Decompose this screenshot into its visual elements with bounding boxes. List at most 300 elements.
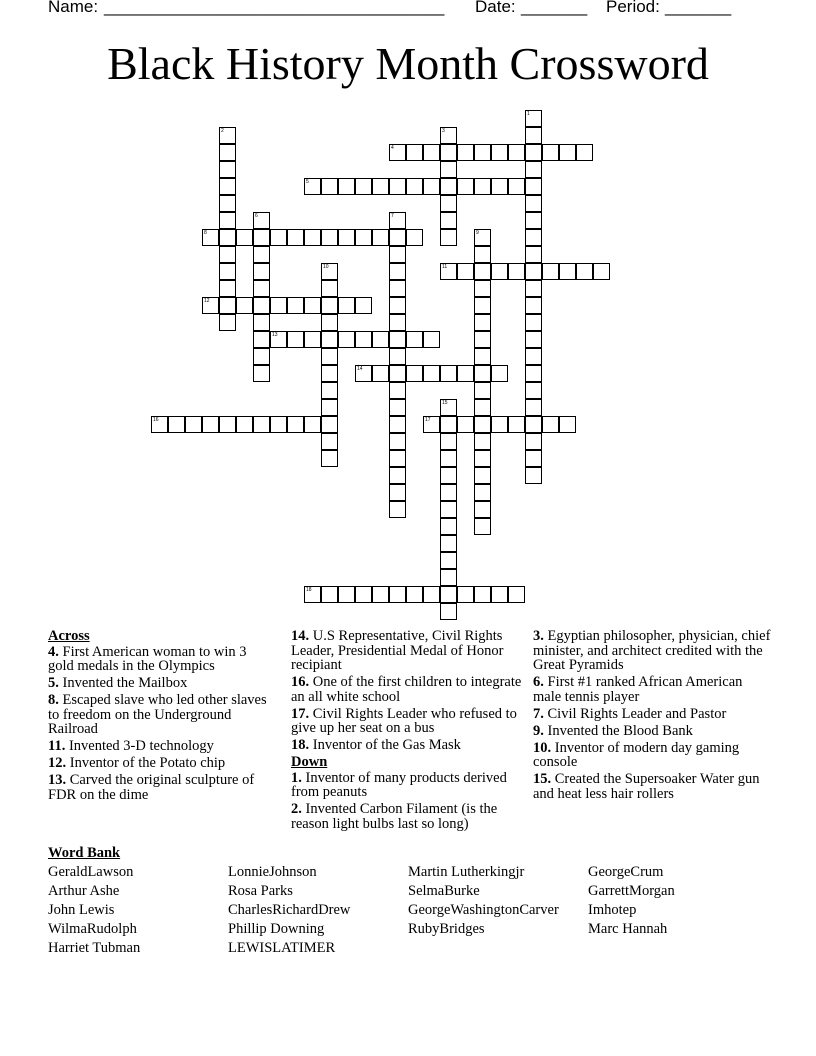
clue-number-label: 15 [442, 400, 448, 406]
crossword-cell[interactable] [321, 280, 338, 297]
word-bank-item: WilmaRudolph [48, 921, 137, 937]
word-bank-item: Harriet Tubman [48, 940, 141, 956]
crossword-cell[interactable] [525, 229, 542, 246]
clue-text: Civil Rights Leader and Pastor [547, 705, 727, 722]
crossword-cell[interactable] [321, 229, 338, 246]
crossword-cell[interactable] [440, 416, 457, 433]
crossword-cell[interactable] [440, 518, 457, 535]
crossword-cell[interactable] [321, 399, 338, 416]
clue-number-label: 2 [221, 128, 224, 134]
crossword-cell[interactable] [474, 280, 491, 297]
clue-number-label: 1 [527, 111, 530, 117]
crossword-cell[interactable] [202, 416, 219, 433]
crossword-cell[interactable] [355, 586, 372, 603]
clue-number: 5. [48, 675, 59, 691]
crossword-cell[interactable] [253, 212, 270, 229]
word-bank-item: LEWISLATIMER [228, 940, 336, 956]
clue-number-label: 18 [306, 587, 312, 593]
word-bank-item: LonnieJohnson [228, 864, 317, 880]
crossword-cell[interactable] [474, 467, 491, 484]
crossword-cell[interactable] [219, 314, 236, 331]
clue-number-label: 3 [442, 128, 445, 134]
crossword-cell[interactable] [474, 518, 491, 535]
clue-number-label: 4 [391, 145, 394, 151]
crossword-cell[interactable] [270, 416, 287, 433]
clue-number-label: 6 [255, 213, 258, 219]
crossword-cell[interactable] [372, 229, 389, 246]
clue-text: Carved the original sculpture of FDR on the dime [48, 772, 255, 803]
crossword-cell[interactable] [389, 433, 406, 450]
crossword-cell[interactable] [525, 212, 542, 229]
clue-text: Invented the Blood Bank [547, 722, 693, 739]
crossword-cell[interactable] [355, 178, 372, 195]
crossword-cell[interactable] [389, 297, 406, 314]
crossword-cell[interactable] [440, 365, 457, 382]
crossword-cell[interactable] [185, 416, 202, 433]
word-bank-heading: Word Bank [48, 845, 121, 861]
crossword-cell[interactable] [474, 178, 491, 195]
crossword-cell[interactable] [253, 263, 270, 280]
crossword-cell[interactable] [321, 365, 338, 382]
clue-across-8 [48, 693, 273, 737]
crossword-cell[interactable] [389, 144, 406, 161]
crossword-cell[interactable] [355, 297, 372, 314]
crossword-cell[interactable] [440, 144, 457, 161]
clue-number: 14. [291, 628, 310, 644]
across-heading: Across [48, 628, 90, 644]
clue-down-7 [533, 707, 773, 722]
crossword-cell[interactable] [304, 178, 321, 195]
crossword-cell[interactable] [321, 450, 338, 467]
crossword-cell[interactable] [440, 484, 457, 501]
crossword-cell[interactable] [525, 348, 542, 365]
crossword-cell[interactable] [525, 161, 542, 178]
crossword-cell[interactable] [270, 297, 287, 314]
period-blank[interactable]: _______ [665, 0, 732, 16]
crossword-cell[interactable] [474, 484, 491, 501]
crossword-cell[interactable] [508, 144, 525, 161]
clue-text: First American woman to win 3 gold medals in the Olympics [48, 643, 247, 674]
crossword-cell[interactable] [389, 314, 406, 331]
crossword-cell[interactable] [457, 586, 474, 603]
crossword-cell[interactable] [253, 297, 270, 314]
crossword-cell[interactable] [389, 365, 406, 382]
crossword-cell[interactable] [525, 297, 542, 314]
word-bank-item: Marc Hannah [588, 921, 668, 937]
clue-number: 6. [533, 674, 544, 690]
crossword-cell[interactable] [542, 416, 559, 433]
crossword-cell[interactable] [219, 416, 236, 433]
crossword-cell[interactable] [338, 229, 355, 246]
clues-column-3 [533, 629, 773, 804]
crossword-cell[interactable] [440, 433, 457, 450]
crossword-cell[interactable] [576, 144, 593, 161]
crossword-cell[interactable] [304, 416, 321, 433]
crossword-cell[interactable] [321, 348, 338, 365]
crossword-cell[interactable] [423, 586, 440, 603]
clue-across-14 [291, 629, 523, 673]
clue-number: 9. [533, 722, 544, 739]
clue-text: Escaped slave who led other slaves to freedom on the Underground Railroad [48, 692, 267, 737]
crossword-cell[interactable] [406, 365, 423, 382]
crossword-cell[interactable] [440, 399, 457, 416]
word-bank-item: Imhotep [588, 902, 637, 918]
clue-number-label: 17 [425, 417, 431, 423]
crossword-cell[interactable] [474, 416, 491, 433]
crossword-cell[interactable] [525, 416, 542, 433]
crossword-cell[interactable] [423, 144, 440, 161]
crossword-cell[interactable] [253, 416, 270, 433]
crossword-cell[interactable] [525, 331, 542, 348]
clue-text: Inventor of many products derived from peanuts [291, 769, 507, 800]
crossword-cell[interactable] [389, 212, 406, 229]
clue-text: Inventor of modern day gaming console [533, 739, 740, 770]
crossword-cell[interactable] [372, 178, 389, 195]
crossword-cell[interactable] [491, 416, 508, 433]
crossword-cell[interactable] [474, 331, 491, 348]
crossword-cell[interactable] [253, 314, 270, 331]
crossword-cell[interactable] [525, 433, 542, 450]
word-bank-item: SelmaBurke [408, 883, 480, 899]
crossword-cell[interactable] [338, 297, 355, 314]
crossword-cell[interactable] [474, 348, 491, 365]
crossword-cell[interactable] [525, 467, 542, 484]
crossword-cell[interactable] [338, 178, 355, 195]
crossword-cell[interactable] [355, 229, 372, 246]
crossword-cell[interactable] [525, 450, 542, 467]
word-bank-item: John Lewis [48, 902, 115, 918]
crossword-cell[interactable] [525, 280, 542, 297]
crossword-cell[interactable] [338, 331, 355, 348]
crossword-cell[interactable] [406, 331, 423, 348]
crossword-cell[interactable] [219, 144, 236, 161]
period-label: Period: [606, 0, 660, 16]
crossword-cell[interactable] [593, 263, 610, 280]
word-bank-column-4 [588, 863, 675, 939]
name-label: Name: [48, 0, 99, 16]
crossword-cell[interactable] [168, 416, 185, 433]
crossword-cell[interactable] [559, 263, 576, 280]
clue-number: 17. [291, 705, 310, 722]
crossword-cell[interactable] [525, 314, 542, 331]
crossword-cell[interactable] [389, 263, 406, 280]
crossword-cell[interactable] [406, 586, 423, 603]
clue-across-5 [48, 676, 273, 691]
name-blank[interactable]: ____________________________________ [104, 0, 445, 16]
clue-number: 2. [291, 801, 302, 817]
clue-number-label: 9 [476, 230, 479, 236]
crossword-cell[interactable] [525, 399, 542, 416]
crossword-cell[interactable] [372, 586, 389, 603]
crossword-cell[interactable] [389, 399, 406, 416]
crossword-cell[interactable] [474, 382, 491, 399]
crossword-cell[interactable] [389, 280, 406, 297]
crossword-cell[interactable] [491, 144, 508, 161]
crossword-cell[interactable] [525, 144, 542, 161]
crossword-cell[interactable] [440, 178, 457, 195]
crossword-cell[interactable] [236, 416, 253, 433]
clues-column-1 [48, 629, 273, 805]
crossword-cell[interactable] [440, 603, 457, 620]
crossword-cell[interactable] [389, 246, 406, 263]
crossword-cell[interactable] [474, 297, 491, 314]
crossword-cell[interactable] [219, 195, 236, 212]
crossword-cell[interactable] [423, 331, 440, 348]
clue-number-label: 8 [204, 230, 207, 236]
crossword-cell[interactable] [440, 195, 457, 212]
crossword-cell[interactable] [287, 331, 304, 348]
crossword-cell[interactable] [253, 331, 270, 348]
crossword-cell[interactable] [423, 178, 440, 195]
crossword-cell[interactable] [440, 229, 457, 246]
crossword-cell[interactable] [304, 229, 321, 246]
crossword-cell[interactable] [508, 178, 525, 195]
crossword-cell[interactable] [372, 331, 389, 348]
crossword-cell[interactable] [525, 195, 542, 212]
crossword-cell[interactable] [287, 229, 304, 246]
crossword-cell[interactable] [236, 297, 253, 314]
word-bank-item: Phillip Downing [228, 921, 325, 937]
crossword-cell[interactable] [219, 280, 236, 297]
crossword-cell[interactable] [542, 263, 559, 280]
crossword-cell[interactable] [440, 127, 457, 144]
crossword-cell[interactable] [389, 178, 406, 195]
crossword-cell[interactable] [389, 416, 406, 433]
clue-down-10 [533, 741, 773, 770]
crossword-cell[interactable] [474, 144, 491, 161]
crossword-cell[interactable] [508, 263, 525, 280]
clue-across-4 [48, 645, 273, 674]
crossword-cell[interactable] [321, 382, 338, 399]
crossword-cell[interactable] [525, 246, 542, 263]
page-title: Black History Month Crossword [107, 38, 709, 89]
clue-down-2 [291, 802, 523, 831]
crossword-cell[interactable] [406, 178, 423, 195]
crossword-cell[interactable] [321, 178, 338, 195]
crossword-cell[interactable] [508, 416, 525, 433]
crossword-cell[interactable] [372, 365, 389, 382]
clue-across-11 [48, 739, 273, 754]
crossword-cell[interactable] [474, 246, 491, 263]
crossword-cell[interactable] [321, 433, 338, 450]
clue-text: Egyptian philosopher, physician, chief minister, and architect credited with the Great Pyramids [533, 628, 771, 673]
crossword-cell[interactable] [287, 297, 304, 314]
clue-text: Inventor of the Potato chip [69, 755, 226, 771]
crossword-cell[interactable] [270, 331, 287, 348]
clue-text: Created the Supersoaker Water gun and heat less hair rollers [533, 771, 760, 802]
crossword-cell[interactable] [491, 365, 508, 382]
word-bank-item: Rosa Parks [228, 883, 293, 899]
clue-down-1 [291, 771, 523, 800]
crossword-cell[interactable] [457, 416, 474, 433]
crossword-cell[interactable] [559, 416, 576, 433]
clue-text: First #1 ranked African American male tennis player [533, 674, 743, 705]
crossword-cell[interactable] [219, 212, 236, 229]
crossword-cell[interactable] [440, 450, 457, 467]
crossword-cell[interactable] [491, 586, 508, 603]
date-blank[interactable]: _______ [521, 0, 588, 16]
clue-number: 13. [48, 772, 67, 788]
clue-number: 15. [533, 771, 552, 787]
clue-number: 8. [48, 692, 59, 708]
clue-number: 1. [291, 769, 302, 786]
crossword-cell[interactable] [321, 331, 338, 348]
crossword-cell[interactable] [440, 552, 457, 569]
crossword-cell[interactable] [525, 110, 542, 127]
crossword-cell[interactable] [202, 229, 219, 246]
crossword-cell[interactable] [219, 263, 236, 280]
crossword-cell[interactable] [304, 331, 321, 348]
crossword-cell[interactable] [440, 586, 457, 603]
clue-number-label: 5 [306, 179, 309, 185]
crossword-cell[interactable] [253, 246, 270, 263]
crossword-cell[interactable] [304, 297, 321, 314]
word-bank-column-2 [228, 863, 350, 958]
date-label: Date: [475, 0, 516, 16]
crossword-cell[interactable] [406, 229, 423, 246]
crossword-cell[interactable] [270, 229, 287, 246]
crossword-cell[interactable] [559, 144, 576, 161]
word-bank-column-3 [408, 863, 559, 939]
crossword-cell[interactable] [287, 416, 304, 433]
crossword-cell[interactable] [474, 450, 491, 467]
clue-text: U.S Representative, Civil Rights Leader, Presidential Medal of Honor recipiant [291, 628, 504, 673]
crossword-cell[interactable] [253, 348, 270, 365]
crossword-cell[interactable] [423, 365, 440, 382]
crossword-cell[interactable] [440, 569, 457, 586]
crossword-cell[interactable] [355, 365, 372, 382]
clue-across-18 [291, 738, 523, 753]
clue-number: 18. [291, 737, 310, 753]
word-bank-item: RubyBridges [408, 921, 485, 937]
crossword-cell[interactable] [474, 263, 491, 280]
crossword-cell[interactable] [457, 144, 474, 161]
crossword-cell[interactable] [525, 127, 542, 144]
clue-number: 10. [533, 739, 552, 756]
clue-text: Invented 3-D technology [68, 738, 214, 754]
crossword-cell[interactable] [457, 365, 474, 382]
crossword-cell[interactable] [457, 178, 474, 195]
crossword-cell[interactable] [389, 586, 406, 603]
crossword-cell[interactable] [389, 229, 406, 246]
clues-column-2 [291, 629, 523, 834]
crossword-cell[interactable] [219, 297, 236, 314]
crossword-cell[interactable] [389, 450, 406, 467]
word-bank-item: Arthur Ashe [48, 883, 120, 899]
crossword-cell[interactable] [389, 484, 406, 501]
crossword-cell[interactable] [440, 263, 457, 280]
crossword-cell[interactable] [423, 416, 440, 433]
clue-text: Inventor of the Gas Mask [312, 737, 461, 753]
crossword-cell[interactable] [253, 365, 270, 382]
crossword-cell[interactable] [321, 586, 338, 603]
clue-text: Civil Rights Leader who refused to give up her seat on a bus [291, 705, 517, 736]
crossword-cell[interactable] [491, 263, 508, 280]
clue-number-label: 10 [323, 264, 329, 270]
crossword-cell[interactable] [321, 297, 338, 314]
crossword-cell[interactable] [474, 365, 491, 382]
clue-number-label: 12 [204, 298, 210, 304]
crossword-cell[interactable] [219, 246, 236, 263]
crossword-cell[interactable] [236, 229, 253, 246]
clue-number: 7. [533, 705, 544, 722]
clue-across-13 [48, 773, 273, 802]
clue-text: One of the first children to integrate an all white school [291, 674, 522, 705]
word-bank-item: CharlesRichardDrew [228, 902, 351, 918]
word-bank-item: GarrettMorgan [588, 883, 675, 899]
clue-text: Invented the Mailbox [62, 675, 188, 691]
crossword-cell[interactable] [525, 365, 542, 382]
crossword-cell[interactable] [151, 416, 168, 433]
word-bank-item: GeraldLawson [48, 864, 134, 880]
crossword-cell[interactable] [440, 212, 457, 229]
crossword-cell[interactable] [253, 229, 270, 246]
crossword-cell[interactable] [542, 144, 559, 161]
crossword-cell[interactable] [406, 144, 423, 161]
clue-number-label: 11 [442, 264, 448, 270]
crossword-cell[interactable] [508, 586, 525, 603]
crossword-cell[interactable] [457, 263, 474, 280]
crossword-cell[interactable] [389, 382, 406, 399]
crossword-cell[interactable] [525, 178, 542, 195]
clue-number: 3. [533, 628, 544, 644]
crossword-cell[interactable] [491, 178, 508, 195]
crossword-cell[interactable] [389, 331, 406, 348]
crossword-cell[interactable] [474, 586, 491, 603]
crossword-cell[interactable] [389, 348, 406, 365]
crossword-cell[interactable] [474, 501, 491, 518]
crossword-cell[interactable] [525, 263, 542, 280]
crossword-cell[interactable] [304, 586, 321, 603]
crossword-cell[interactable] [321, 314, 338, 331]
clue-down-9 [533, 724, 773, 739]
crossword-cell[interactable] [219, 127, 236, 144]
crossword-cell[interactable] [474, 399, 491, 416]
crossword-cell[interactable] [576, 263, 593, 280]
word-bank-item: GeorgeCrum [588, 864, 664, 880]
crossword-cell[interactable] [440, 161, 457, 178]
crossword-cell[interactable] [389, 467, 406, 484]
crossword-cell[interactable] [219, 178, 236, 195]
clue-number-label: 13 [272, 332, 278, 338]
crossword-cell[interactable] [389, 501, 406, 518]
clue-number: 16. [291, 674, 310, 690]
crossword-cell[interactable] [440, 535, 457, 552]
crossword-cell[interactable] [525, 382, 542, 399]
clue-across-16 [291, 675, 523, 704]
clue-across-17 [291, 707, 523, 736]
clue-number: 12. [48, 755, 67, 771]
clue-number-label: 14 [357, 366, 363, 372]
crossword-cell[interactable] [253, 280, 270, 297]
crossword-cell[interactable] [321, 263, 338, 280]
crossword-cell[interactable] [321, 416, 338, 433]
crossword-cell[interactable] [440, 467, 457, 484]
clue-down-3 [533, 629, 773, 673]
crossword-cell[interactable] [440, 501, 457, 518]
crossword-cell[interactable] [202, 297, 219, 314]
word-bank-item: Martin Lutherkingjr [408, 864, 525, 880]
crossword-cell[interactable] [219, 229, 236, 246]
crossword-cell[interactable] [474, 229, 491, 246]
clue-number-label: 7 [391, 213, 394, 219]
crossword-cell[interactable] [219, 161, 236, 178]
clue-number: 4. [48, 643, 59, 660]
crossword-cell[interactable] [355, 331, 372, 348]
crossword-cell[interactable] [338, 586, 355, 603]
crossword-cell[interactable] [474, 433, 491, 450]
crossword-cell[interactable] [474, 314, 491, 331]
